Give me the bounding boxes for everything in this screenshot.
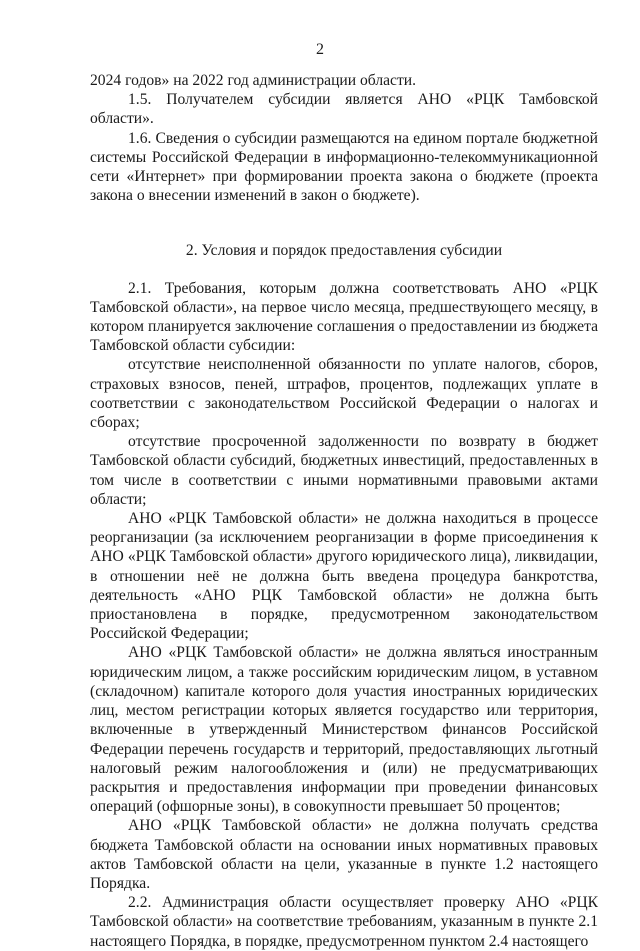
paragraph-2-1: 2.1. Требования, которым должна соответствовать АНО «РЦК Тамбовской области», на первое число месяца, предшествующего месяцу, в котором планируется заключение соглашения о предоставлении из бюджета Тамбовской области субсидии: [90,279,598,355]
page-number: 2 [316,41,324,58]
paragraph-2-2: 2.2. Администрация области осуществляет проверку АНО «РЦК Тамбовской области» на соответствие требованиям, указанным в пункте 2.1 настоящего Порядка, в порядке, предусмотренном пунктом 2.4 настоящего [90,894,598,950]
requirement-reorganization: АНО «РЦК Тамбовской области» не должна находиться в процессе реорганизации (за исключением реорганизации в форме присоединения к АНО «РЦК Тамбовской области» другого юридического лица), ликвидации, в отношении неё не должна быть введена процедура банкротства, деятельность «АНО РЦК Тамбовской области» не должна быть приостановлена в порядке, предусмотренном законодательством Российской Федерации; [90,510,598,643]
paragraph-continuation: 2024 годов» на 2022 год администрации области. [90,72,417,89]
requirement-foreign-entity: АНО «РЦК Тамбовской области» не должна являться иностранным юридическим лицом, а также российским юридическим лицом, в уставном (складочном) капитале которого доля участия иностранных юридических лиц, местом регистрации которых является государство или территория, включенные в утвержденный Министерством финансов Российской Федерации перечень государств и территорий, предоставляющих льготный налоговый режим налогообложения и (или) не предусматривающих раскрытия и предоставления информации при проведении финансовых операций (офшорные зоны), в совокупности превышает 50 процентов; [90,644,598,816]
paragraph-1-6: 1.6. Сведения о субсидии размещаются на едином портале бюджетной системы Российской Федерации в информационно-телекоммуникационной сети «Интернет» при формировании проекта закона о бюджете (проекта закона о внесении изменений в закон о бюджете). [90,129,598,205]
paragraph-1-5: 1.5. Получателем субсидии является АНО «РЦК Тамбовской области». [90,91,598,128]
requirement-taxes: отсутствие неисполненной обязанности по уплате налогов, сборов, страховых взносов, пеней, штрафов, процентов, подлежащих уплате в соответствии с законодательством Российской Федерации о налогах и сборах; [90,356,598,432]
section-heading: 2. Условия и порядок предоставления субсидии [185,242,503,260]
requirement-other-funds: АНО «РЦК Тамбовской области» не должна получать средства бюджета Тамбовской области на основании иных нормативных правовых актов Тамбовской области на цели, указанные в пункте 1.2 настоящего Порядка. [90,817,598,892]
document-body [90,71,598,951]
requirement-debt: отсутствие просроченной задолженности по возврату в бюджет Тамбовской области субсидий, бюджетных инвестиций, предоставленных в том числе в соответствии с иными нормативными правовыми актами области; [90,433,598,508]
